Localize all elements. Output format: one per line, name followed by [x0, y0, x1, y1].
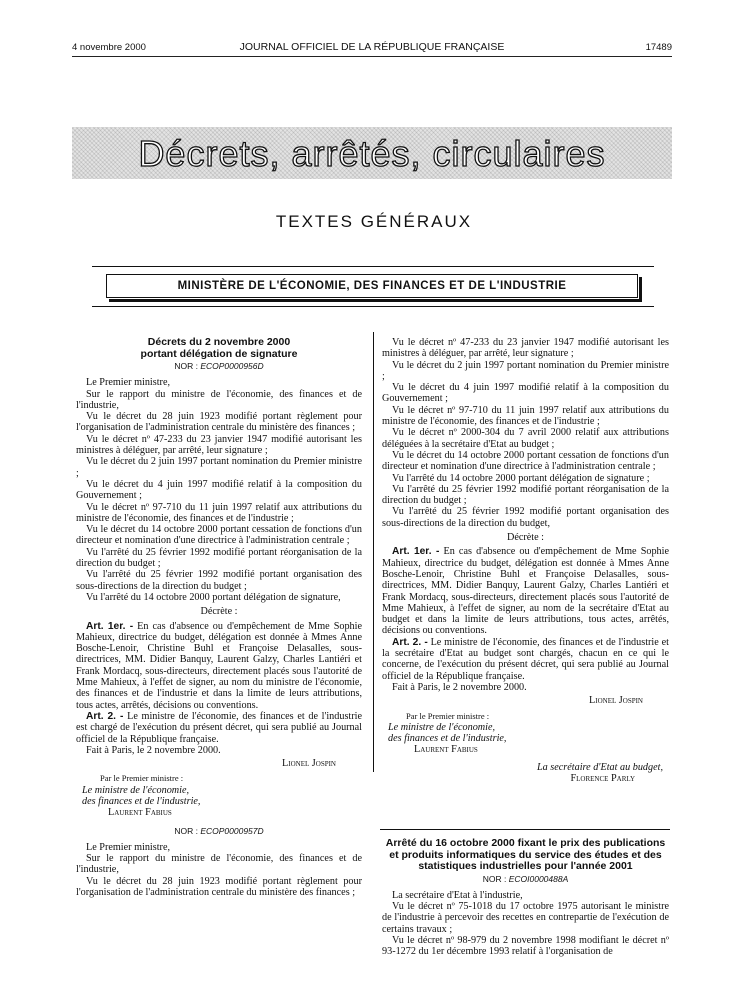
minister-title-1: Le ministre de l'économie,: [388, 721, 496, 733]
article-text: En cas d'absence ou d'empêchement de Mme Sophie Mahieux, directrice du budget, délégation est donnée à Mmes Anne Bosche-Lenoir, Christine Buhl et Françoise Delasalles, sous-directrices, MM. Didier Banquy, Laurent Galzy, Charles Lantiéri et Frank Mordacq, sous-directeurs, directement placés sous l'autorité de Mme Mahieux, à l'effet de signer, au nom du ministre de l'économie, des finances et de l'industrie et dans la limite de leurs attributions, tous actes, arrêtés, décisions ou conventions.: [76, 620, 362, 711]
visa-paragraph: Vu le décret du 14 octobre 2000 portant cessation de fonctions d'un directeur et nomination d'une directrice à l'administration centrale ;: [76, 524, 362, 547]
section-title: TEXTES GÉNÉRAUX: [275, 212, 473, 231]
visa-paragraph: Vu l'arrêté du 25 février 1992 modifié portant organisation des sous-directions de la direction du budget,: [382, 506, 669, 529]
visa-paragraph: Vu l'arrêté du 25 février 1992 modifié portant réorganisation de la direction du budget ;: [382, 483, 669, 507]
visa-paragraph: Vu le décret nº 75-1018 du 17 octobre 1975 autorisant le ministre de l'industrie à percevoir des recettes en contrepartie de l'exécution de certains travaux ;: [382, 901, 669, 935]
visa-paragraph: Le Premier ministre,: [86, 841, 171, 853]
visa-paragraph: Vu le décret du 4 juin 1997 modifié relatif à la composition du Gouvernement ;: [76, 478, 362, 502]
visa-paragraph: Vu l'arrêté du 25 février 1992 modifié portant réorganisation de la direction du budget ;: [76, 546, 362, 570]
signature-prime-minister: Lionel Jospin: [589, 695, 643, 707]
visa-paragraph: Sur le rapport du ministre de l'économie, des finances et de l'industrie,: [76, 853, 362, 876]
article-1: [382, 546, 669, 636]
visa-paragraph: Vu le décret du 2 juin 1997 portant nomination du Premier ministre ;: [76, 456, 362, 479]
header-journal-title: JOURNAL OFFICIEL DE LA RÉPUBLIQUE FRANÇAISE: [239, 41, 505, 53]
visa-paragraph: Vu le décret du 2 juin 1997 portant nomination du Premier ministre ;: [382, 359, 669, 382]
signature-prime-minister: Lionel Jospin: [282, 758, 336, 770]
article-separator: [380, 829, 670, 830]
nor-reference-3: [382, 874, 669, 885]
nor-code: ECOP0000957D: [200, 825, 264, 836]
visa-paragraph: Vu le décret nº 97-710 du 11 juin 1997 relatif aux attributions du ministre de l'économie, des finances et de l'industrie ;: [382, 404, 669, 428]
minister-title-2: des finances et de l'industrie,: [388, 733, 507, 745]
column-rule: [373, 332, 374, 772]
visa-paragraph: Sur le rapport du ministre de l'économie, des finances et de l'industrie,: [76, 388, 362, 411]
nor-reference-1: [76, 361, 362, 372]
divider-bottom: [92, 306, 654, 307]
par-premier-ministre: Par le Premier ministre :: [406, 710, 490, 721]
visa-paragraph: Vu l'arrêté du 25 février 1992 modifié portant organisation des sous-directions de la direction du budget ;: [76, 569, 362, 592]
decree2-visas: [382, 337, 669, 529]
fait-a-paris: Fait à Paris, le 2 novembre 2000.: [392, 681, 527, 693]
visa-paragraph: La secrétaire d'Etat à l'industrie,: [392, 889, 523, 901]
article-2: [76, 711, 362, 745]
decree1-visas: [76, 377, 362, 603]
decree-title-line1: Décrets du 2 novembre 2000: [147, 336, 291, 348]
visa-paragraph: Vu l'arrêté du 14 octobre 2000 portant délégation de signature ;: [392, 472, 650, 484]
header-date: 4 novembre 2000: [72, 42, 146, 53]
left-column: [76, 337, 362, 898]
visa-paragraph: Le Premier ministre,: [86, 377, 171, 389]
visa-paragraph: Vu l'arrêté du 14 octobre 2000 portant délégation de signature,: [86, 591, 341, 603]
ministry-heading: MINISTÈRE DE L'ÉCONOMIE, DES FINANCES ET DE L'INDUSTRIE: [106, 274, 638, 298]
arrete-section: [382, 838, 669, 958]
nor-code: ECOI0000488A: [508, 873, 569, 884]
visa-paragraph: Vu le décret nº 47-233 du 23 janvier 1947 modifié autorisant les ministres à déléguer, par arrêté, leur signature ;: [76, 433, 362, 457]
arrete-title: Arrêté du 16 octobre 2000 fixant le prix des publications et produits informatiques du service des études et des statistiques industrielles pour l'année 2001: [385, 837, 666, 872]
article-label: Art. 2. -: [86, 710, 124, 722]
section-banner: [72, 127, 672, 179]
visa-paragraph: Vu le décret nº 98-979 du 2 novembre 1998 modifiant le décret nº 93-1272 du 1er décembre 1993 relatif à l'organisation de: [382, 934, 669, 958]
visa-paragraph: Vu le décret du 28 juin 1923 modifié portant règlement pour l'organisation de l'administration centrale du ministère des finances ;: [76, 411, 362, 434]
right-column: [382, 337, 669, 784]
header-page-number: 17489: [645, 42, 672, 53]
minister-title-2: des finances et de l'industrie,: [82, 795, 201, 807]
article-label: Art. 2. -: [392, 636, 428, 648]
nor-label: NOR :: [174, 361, 198, 371]
nor-label: NOR :: [482, 873, 507, 884]
secretary-title: La secrétaire d'Etat au budget,: [536, 761, 663, 773]
visa-paragraph: Vu le décret nº 97-710 du 11 juin 1997 relatif aux attributions du ministre de l'économie, des finances et de l'industrie ;: [76, 501, 362, 524]
minister-name: Laurent Fabius: [108, 807, 172, 819]
minister-name: Laurent Fabius: [414, 744, 478, 756]
article-label: Art. 1er. -: [86, 620, 134, 632]
nor-label: NOR :: [174, 825, 198, 836]
decrete-heading: Décrète :: [200, 606, 238, 618]
running-header: [72, 40, 672, 57]
visa-paragraph: Vu le décret du 28 juin 1923 modifié portant règlement pour l'organisation de l'administration centrale du ministère des finances ;: [76, 875, 362, 899]
minister-title-1: Le ministre de l'économie,: [82, 784, 190, 796]
article-label: Art. 1er. -: [392, 546, 440, 558]
article-2: [382, 637, 669, 682]
article-text: En cas d'absence ou d'empêchement de Mme Sophie Mahieux, directrice du budget, délégation est donnée à Mmes Anne Bosche-Lenoir, Christine Buhl et Françoise Delasalles, sous-directrices, MM. Didier Banquy, Laurent Galzy, Charles Lantiéri et Frank Mordacq, sous-directeurs, directement placés sous l'autorité de Mme Mahieux, à l'effet de signer, au nom de la secrétaire d'Etat au budget et dans la limite de leurs attributions, tous actes, arrêtés, décisions ou conventions.: [382, 546, 670, 637]
nor-code: ECOP0000956D: [200, 361, 264, 371]
decree-title-line2: portant délégation de signature: [140, 347, 298, 360]
decrete-heading: Décrète :: [506, 532, 545, 544]
visa-paragraph: Vu le décret du 14 octobre 2000 portant cessation de fonctions d'un directeur et nomination d'une directrice à l'administration centrale ;: [382, 449, 669, 473]
visa-paragraph: Vu le décret du 4 juin 1997 modifié relatif à la composition du Gouvernement ;: [382, 382, 669, 405]
divider-top: [92, 266, 654, 267]
article-text: Le ministre de l'économie, des finances et de l'industrie est chargé de l'exécution du présent décret, qui sera publié au Journal officiel de la République française.: [76, 710, 362, 745]
visa-paragraph: Vu le décret nº 47-233 du 23 janvier 1947 modifié autorisant les ministres à déléguer, par arrêté, leur signature ;: [382, 337, 669, 360]
banner-title: Décrets, arrêtés, circulaires: [138, 133, 606, 174]
nor-reference-2: [76, 826, 362, 837]
article-text: Le ministre de l'économie, des finances et de l'industrie et la secrétaire d'Etat au budget sont chargés, chacun en ce qui le concerne, de l'exécution du présent décret, qui sera publié au Journal officiel de la République française.: [382, 636, 669, 682]
fait-a-paris: Fait à Paris, le 2 novembre 2000.: [86, 744, 221, 756]
visa-paragraph: Vu le décret nº 2000-304 du 7 avril 2000 relatif aux attributions déléguées à la secrétaire d'Etat au budget ;: [382, 427, 669, 450]
article-1: [76, 621, 362, 711]
secretary-name: Florence Parly: [570, 772, 635, 784]
par-premier-ministre: Par le Premier ministre :: [100, 773, 184, 784]
